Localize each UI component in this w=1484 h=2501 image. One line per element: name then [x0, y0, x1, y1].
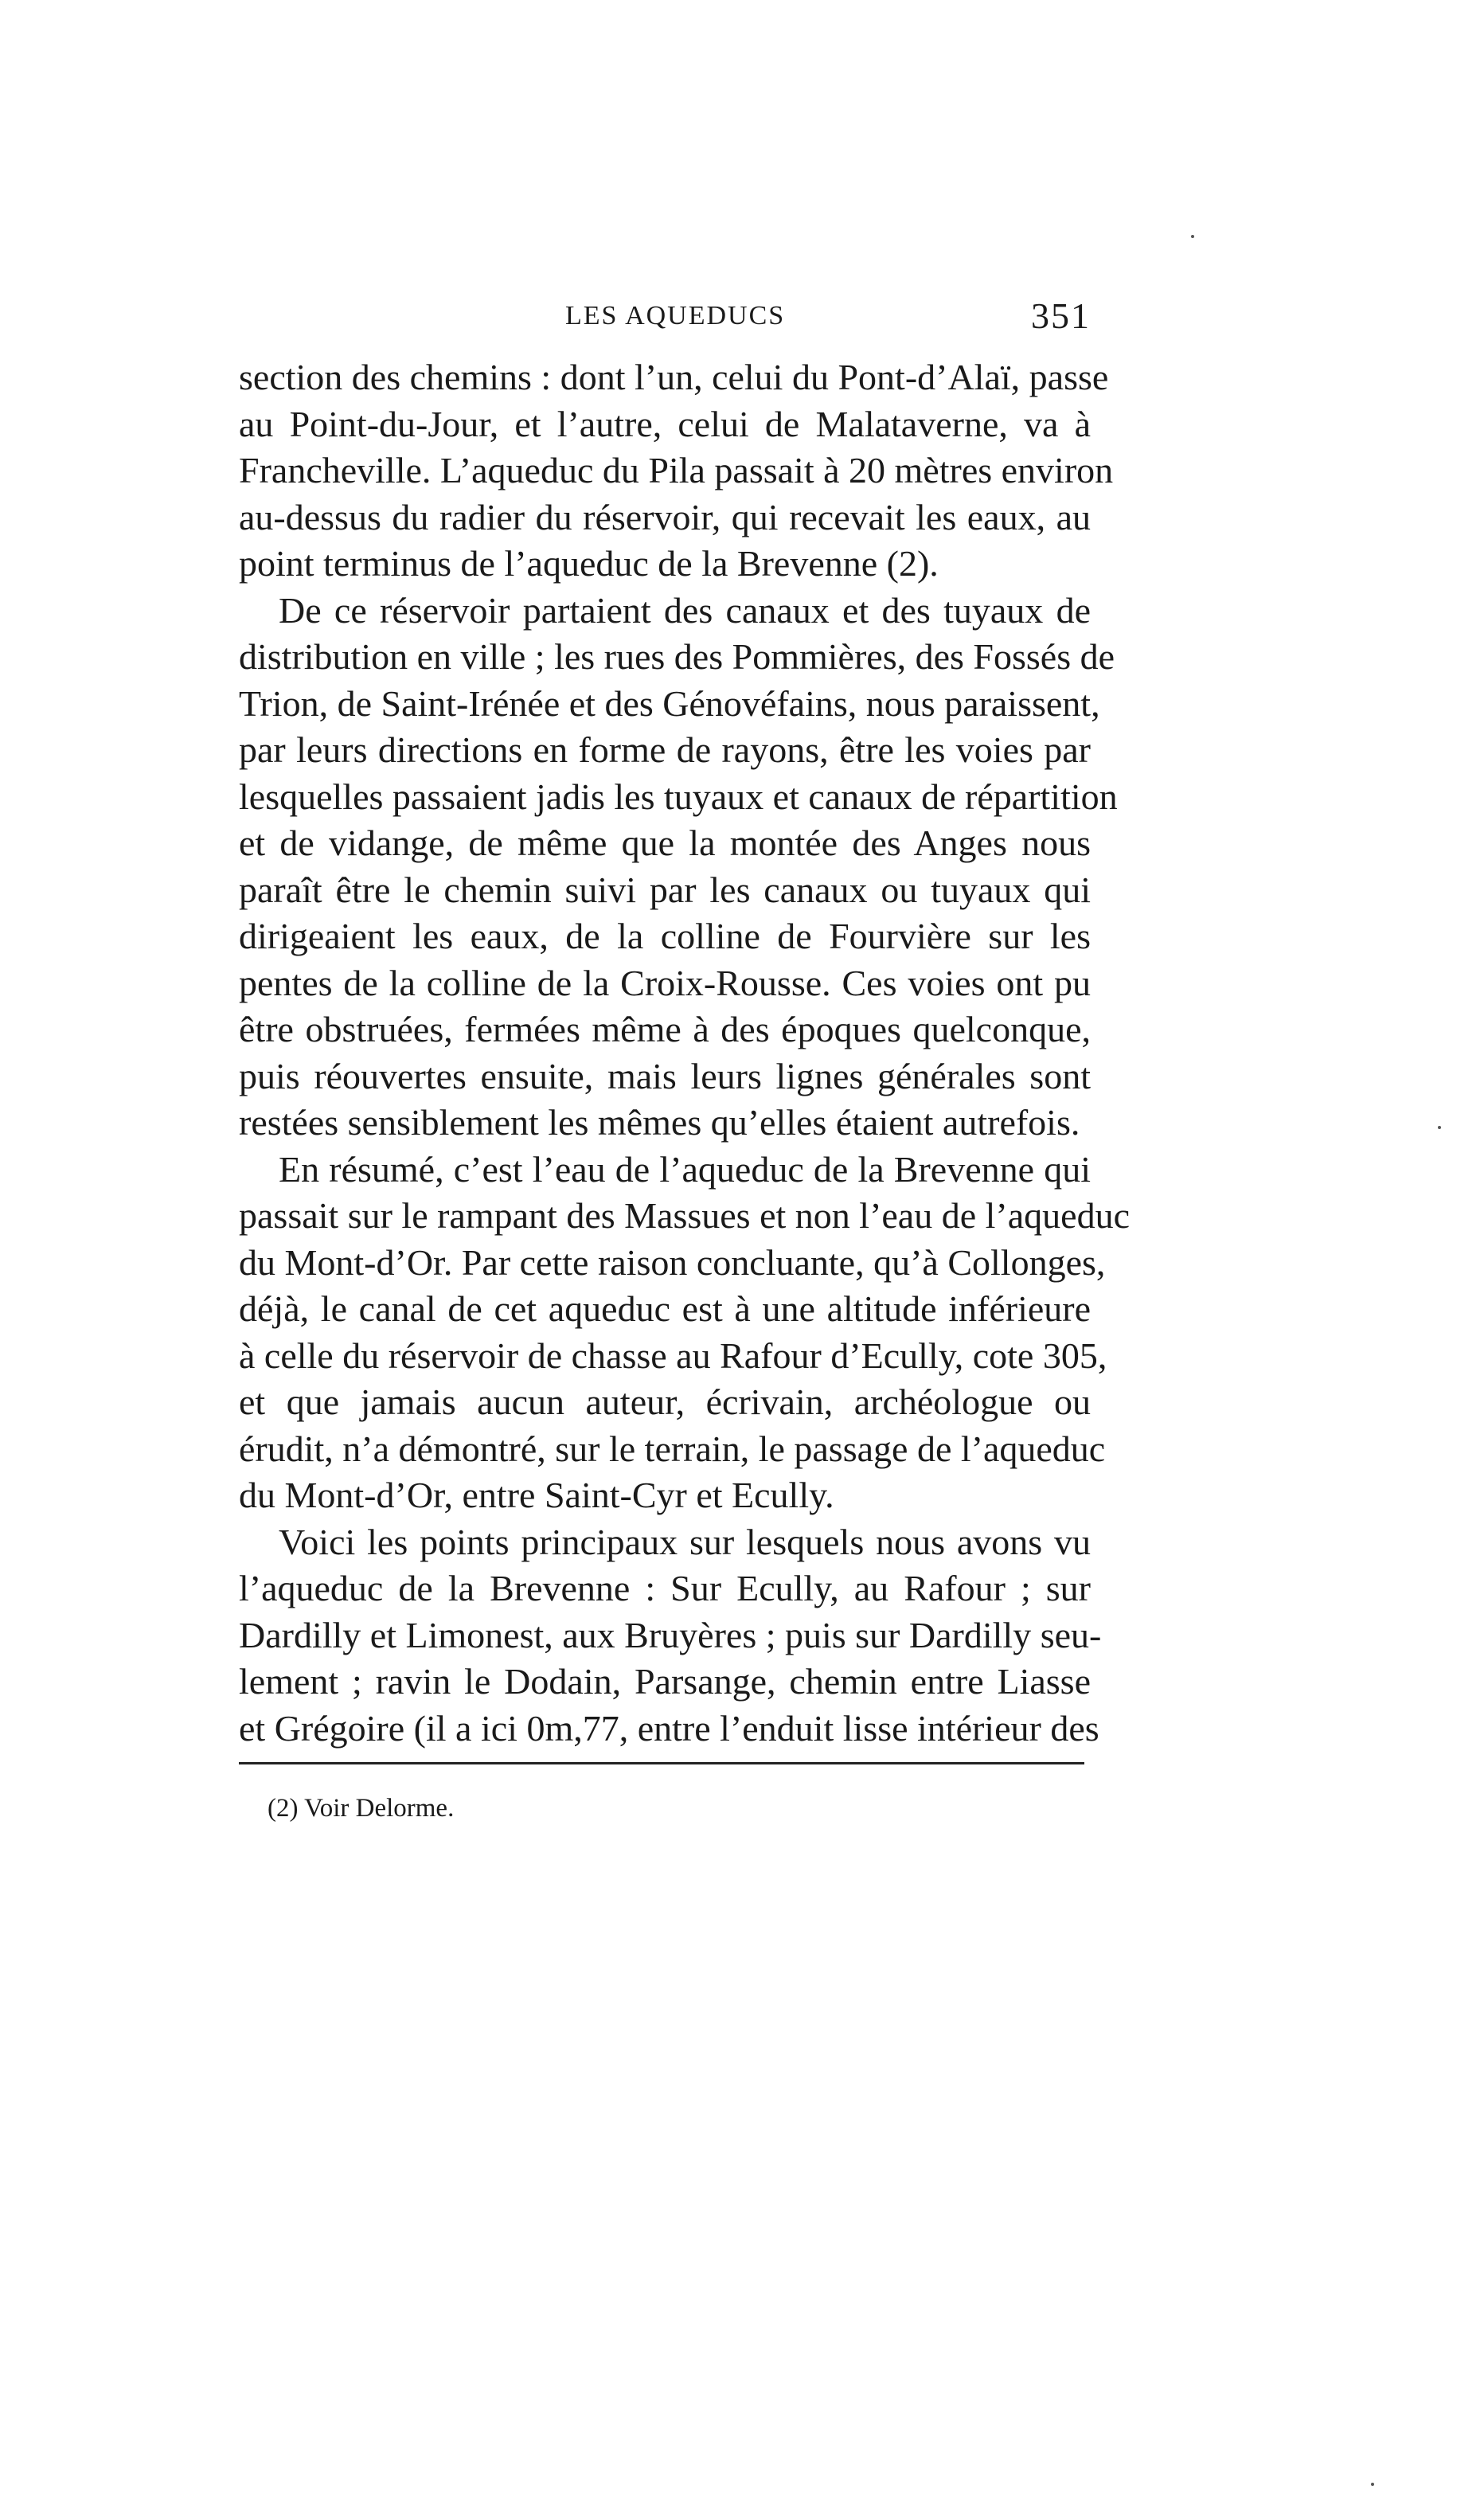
- text-line: du Mont-d’Or, entre Saint-Cyr et Ecully.: [239, 1475, 834, 1515]
- text-line: passait sur le rampant des Massues et non l’eau de l’aqueduc: [239, 1195, 1130, 1236]
- text-line: point terminus de l’aqueduc de la Brevenne (2).: [239, 543, 939, 584]
- paper-speck: [1438, 1126, 1441, 1129]
- text-line: et que jamais aucun auteur, écrivain, archéologue ou: [239, 1381, 1091, 1422]
- text-line: être obstruées, fermées même à des époques quelconque,: [239, 1009, 1091, 1049]
- text-line: section des chemins : dont l’un, celui du Pont-d’Alaï, passe: [239, 357, 1109, 397]
- text-line: paraît être le chemin suivi par les canaux ou tuyaux qui: [239, 869, 1091, 910]
- text-line: érudit, n’a démontré, sur le terrain, le passage de l’aqueduc: [239, 1428, 1106, 1469]
- text-line: De ce réservoir partaient des canaux et des tuyaux de: [279, 589, 1091, 631]
- text-line: dirigeaient les eaux, de la colline de Fourvière sur les: [239, 916, 1091, 956]
- text-line: distribution en ville ; les rues des Pommières, des Fossés de: [239, 636, 1115, 677]
- text-line: déjà, le canal de cet aqueduc est à une altitude inférieure: [239, 1288, 1091, 1329]
- paragraph: [239, 354, 1114, 588]
- running-head: LES AQUEDUCS: [565, 301, 786, 330]
- body-text: [239, 354, 1130, 1752]
- text-line: En résumé, c’est l’eau de l’aqueduc de la Brevenne qui: [279, 1148, 1091, 1190]
- footnote-rule: [239, 1762, 1084, 1764]
- text-line: Trion, de Saint-Irénée et des Génovéfains, nous paraissent,: [239, 682, 1100, 724]
- text-line: Francheville. L’aqueduc du Pila passait à 20 mètres environ: [239, 450, 1114, 490]
- paragraph: [239, 588, 1118, 1147]
- text-line: du Mont-d’Or. Par cette raison concluante, qu’à Collonges,: [239, 1241, 1106, 1283]
- text-line: Voici les points principaux sur lesquels nous avons vu: [279, 1521, 1091, 1562]
- text-line: et Grégoire (il a ici 0m,77, entre l’enduit lisse intérieur des: [239, 1707, 1099, 1749]
- page-number: 351: [1031, 295, 1091, 336]
- paragraph: [239, 1147, 1130, 1519]
- paragraph: [239, 1519, 1102, 1753]
- text-line: au Point-du-Jour, et l’autre, celui de Malataverne, va à: [239, 403, 1091, 444]
- paper-speck: [1191, 235, 1194, 238]
- text-line: l’aqueduc de la Brevenne : Sur Ecully, au Rafour ; sur: [239, 1568, 1091, 1608]
- text-line: lesquelles passaient jadis les tuyaux et canaux de répartition: [239, 776, 1118, 817]
- paper-speck: [1371, 2483, 1374, 2486]
- footnote: (2) Voir Delorme.: [268, 1794, 455, 1823]
- text-line: au-dessus du radier du réservoir, qui recevait les eaux, au: [239, 496, 1091, 537]
- text-line: et de vidange, de même que la montée des Anges nous: [239, 823, 1091, 863]
- text-line: puis réouvertes ensuite, mais leurs lignes générales sont: [239, 1055, 1091, 1096]
- text-line: restées sensiblement les mêmes qu’elles étaient autrefois.: [239, 1102, 1080, 1143]
- text-line: par leurs directions en forme de rayons, être les voies par: [239, 729, 1091, 770]
- page-header: [239, 295, 1091, 342]
- text-line: lement ; ravin le Dodain, Parsange, chemin entre Liasse: [239, 1661, 1091, 1702]
- text-line: pentes de la colline de la Croix-Rousse. Ces voies ont pu: [239, 962, 1091, 1003]
- text-line: Dardilly et Limonest, aux Bruyères ; puis sur Dardilly seu-: [239, 1614, 1102, 1655]
- text-line: à celle du réservoir de chasse au Rafour d’Ecully, cote 305,: [239, 1335, 1107, 1376]
